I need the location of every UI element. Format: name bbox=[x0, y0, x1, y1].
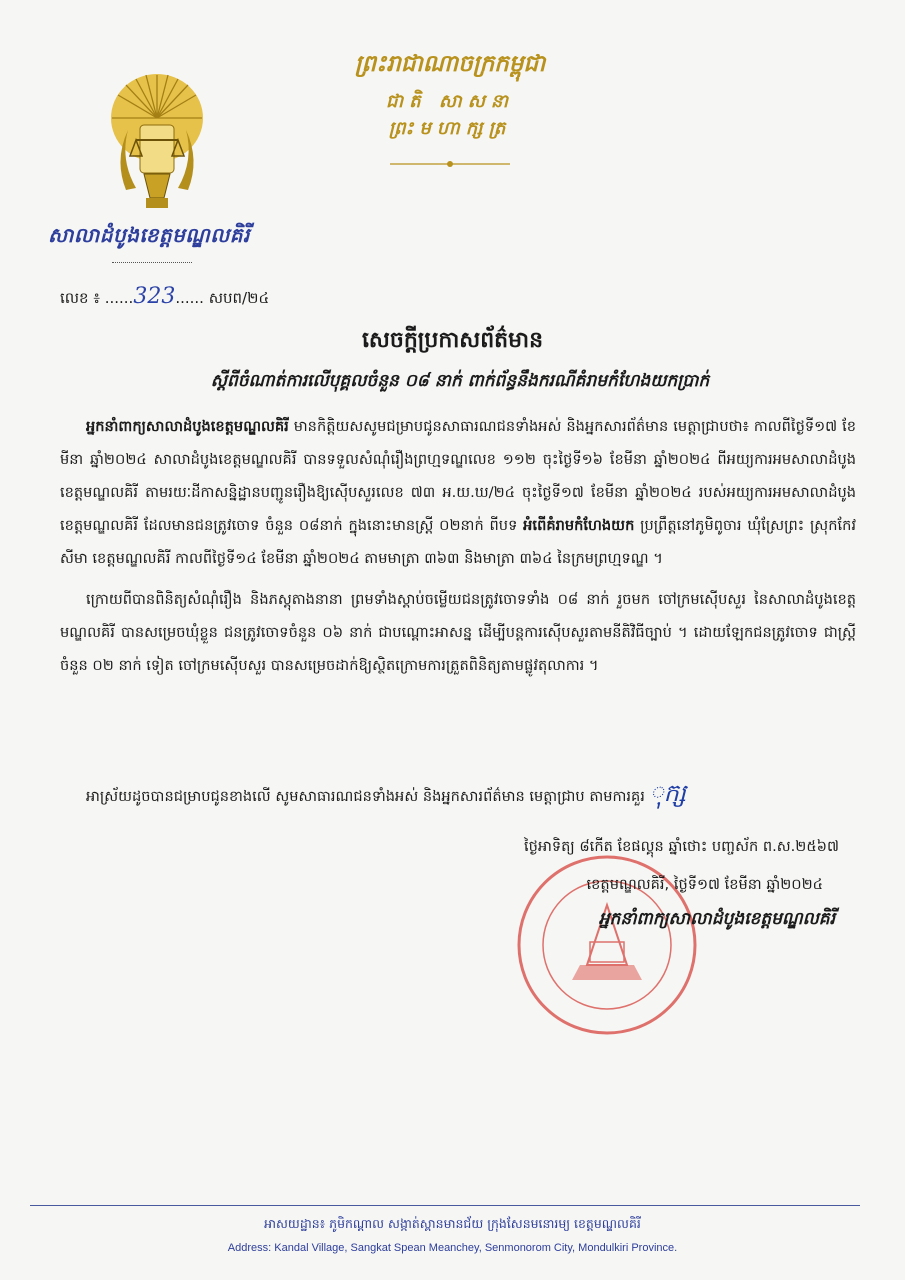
kingdom-title: ព្រះរាជាណាចក្រកម្ពុជា bbox=[354, 51, 546, 77]
signatory-title: អ្នកនាំពាក្យសាលាដំបូងខេត្តមណ្ឌលគិរី bbox=[598, 909, 835, 929]
reference-label: លេខ ៖ bbox=[60, 289, 100, 307]
footer-divider bbox=[30, 1205, 860, 1206]
handwritten-initial: ុក្ស bbox=[649, 779, 687, 807]
document-subtitle: ស្ដីពីចំណាត់ការលើបុគ្គលចំនួន ០៨ នាក់ ពាក់ព័ន្ធនឹងករណីគំរាមកំហែងយកប្រាក់ bbox=[210, 371, 710, 391]
document-title: សេចក្ដីប្រកាសព័ត៌មាន bbox=[361, 328, 544, 353]
closing-paragraph: អាស្រ័យដូចបានជម្រាបជូនខាងលើ សូមសាធារណជនទាំងអស់ និងអ្នកសារព័ត៌មាន មេត្តាជ្រាប តាមការគួរ ុក្ស bbox=[86, 779, 687, 807]
spokesperson-lead: អ្នកនាំពាក្យសាលាដំបូងខេត្តមណ្ឌលគិរី bbox=[86, 418, 289, 435]
footer-address-khmer: អាសយដ្ឋាន៖ ភូមិកណ្ដាល សង្កាត់ស្ពានមានជ័យ ក្រុងសែនមនោរម្យ ខេត្តមណ្ឌលគិរី bbox=[264, 1216, 641, 1231]
kingdom-heading bbox=[330, 50, 570, 169]
court-name-heading: សាលាដំបូងខេត្តមណ្ឌលគិរី bbox=[48, 223, 250, 247]
reference-handwritten-number: 323 bbox=[133, 284, 176, 309]
divider bbox=[112, 262, 192, 263]
charge-bold: អំពើគំរាមកំហែងយក bbox=[523, 517, 635, 534]
solar-date: ខេត្តមណ្ឌលគិរី, ថ្ងៃទី១៧ ខែមីនា ឆ្នាំ២០២៤ bbox=[586, 876, 823, 893]
document-body bbox=[60, 410, 856, 690]
court-emblem-logo bbox=[106, 70, 208, 218]
paragraph-2: ក្រោយពីបានពិនិត្យសំណុំរឿង និងភស្តុតាងនានា ព្រមទាំងស្តាប់ចម្លើយជនត្រូវចោទទាំង ០៨ នាក់ រួចមក ចៅក្រមស៊ើបសួរ នៃសាលាដំបូងខេត្តមណ្ឌលគិរី បានសម្រេចឃុំខ្លួន ជនត្រូវចោទចំនួន ០៦ នាក់ ជាបណ្ដោះអាសន្ន ដើម្បីបន្តការស៊ើបសួរតាមនីតិវិធីច្បាប់ ។ ដោយឡែកជនត្រូវចោទ ជាស្ត្រី ចំនួន ០២ នាក់ ទៀត ចៅក្រមស៊ើបសួរ បានសម្រេចដាក់ឱ្យស្ថិតក្រោមការត្រួតពិនិត្យតាមផ្លូវតុលាការ ។ bbox=[60, 591, 856, 674]
ornament-divider bbox=[390, 159, 510, 169]
lunar-date: ថ្ងៃអាទិត្យ ៨កើត ខែផល្គុន ឆ្នាំថោះ បញ្ចស័ក ព.ស.២៥៦៧ bbox=[524, 838, 839, 855]
reference-suffix: សបព/២៤ bbox=[208, 289, 270, 307]
paragraph-1: អ្នកនាំពាក្យសាលាដំបូងខេត្តមណ្ឌលគិរី មានកិត្តិយសសូមជម្រាបជូនសាធារណជនទាំងអស់ និងអ្នកសារព័ត៌មាន មេត្តាជ្រាបថា៖ កាលពីថ្ងៃទី១៧ ខែមីនា ឆ្នាំ២០២៤ សាលាដំបូងខេត្តមណ្ឌលគិរី បានទទួលសំណុំរឿងព្រហ្មទណ្ឌលេខ ១១២ ចុះថ្ងៃទី១៦ ខែមីនា ឆ្នាំ២០២៤ ពីអយ្យការអមសាលាដំបូងខេត្តមណ្ឌលគិរី តាមរយៈដីកាសន្និដ្ឋានបញ្ជូនរឿងឱ្យស៊ើបសួរលេខ ៧៣ អ.យ.ឃ/២៤ ចុះថ្ងៃទី១៧ ខែមីនា ឆ្នាំ២០២៤ របស់អយ្យការអមសាលាដំបូងខេត្តមណ្ឌលគិរី ដែលមានជនត្រូវចោទ ចំនួន ០៨នាក់ ក្នុងនោះមានស្ត្រី ០២នាក់ ពីបទ អំពើគំរាមកំហែងយក ប្រព្រឹត្តនៅភូមិពូចារ ឃុំស្រែព្រះ ស្រុកកែវសីមា ខេត្តមណ្ឌលគិរី កាលពីថ្ងៃទី១៤ ខែមីនា ឆ្នាំ២០២៤ តាមមាត្រា ៣៦៣ និងមាត្រា ៣៦៤ នៃក្រមព្រហ្មទណ្ឌ ។ bbox=[60, 418, 856, 567]
kingdom-motto: ជាតិ សាសនា ព្រះមហាក្សត្រ bbox=[386, 91, 514, 139]
reference-number: លេខ ៖ ......323...... សបព/២៤ bbox=[60, 284, 270, 309]
footer-address-english: Address: Kandal Village, Sangkat Spean Meanchey, Senmonorom City, Mondulkiri Province. bbox=[227, 1242, 678, 1254]
